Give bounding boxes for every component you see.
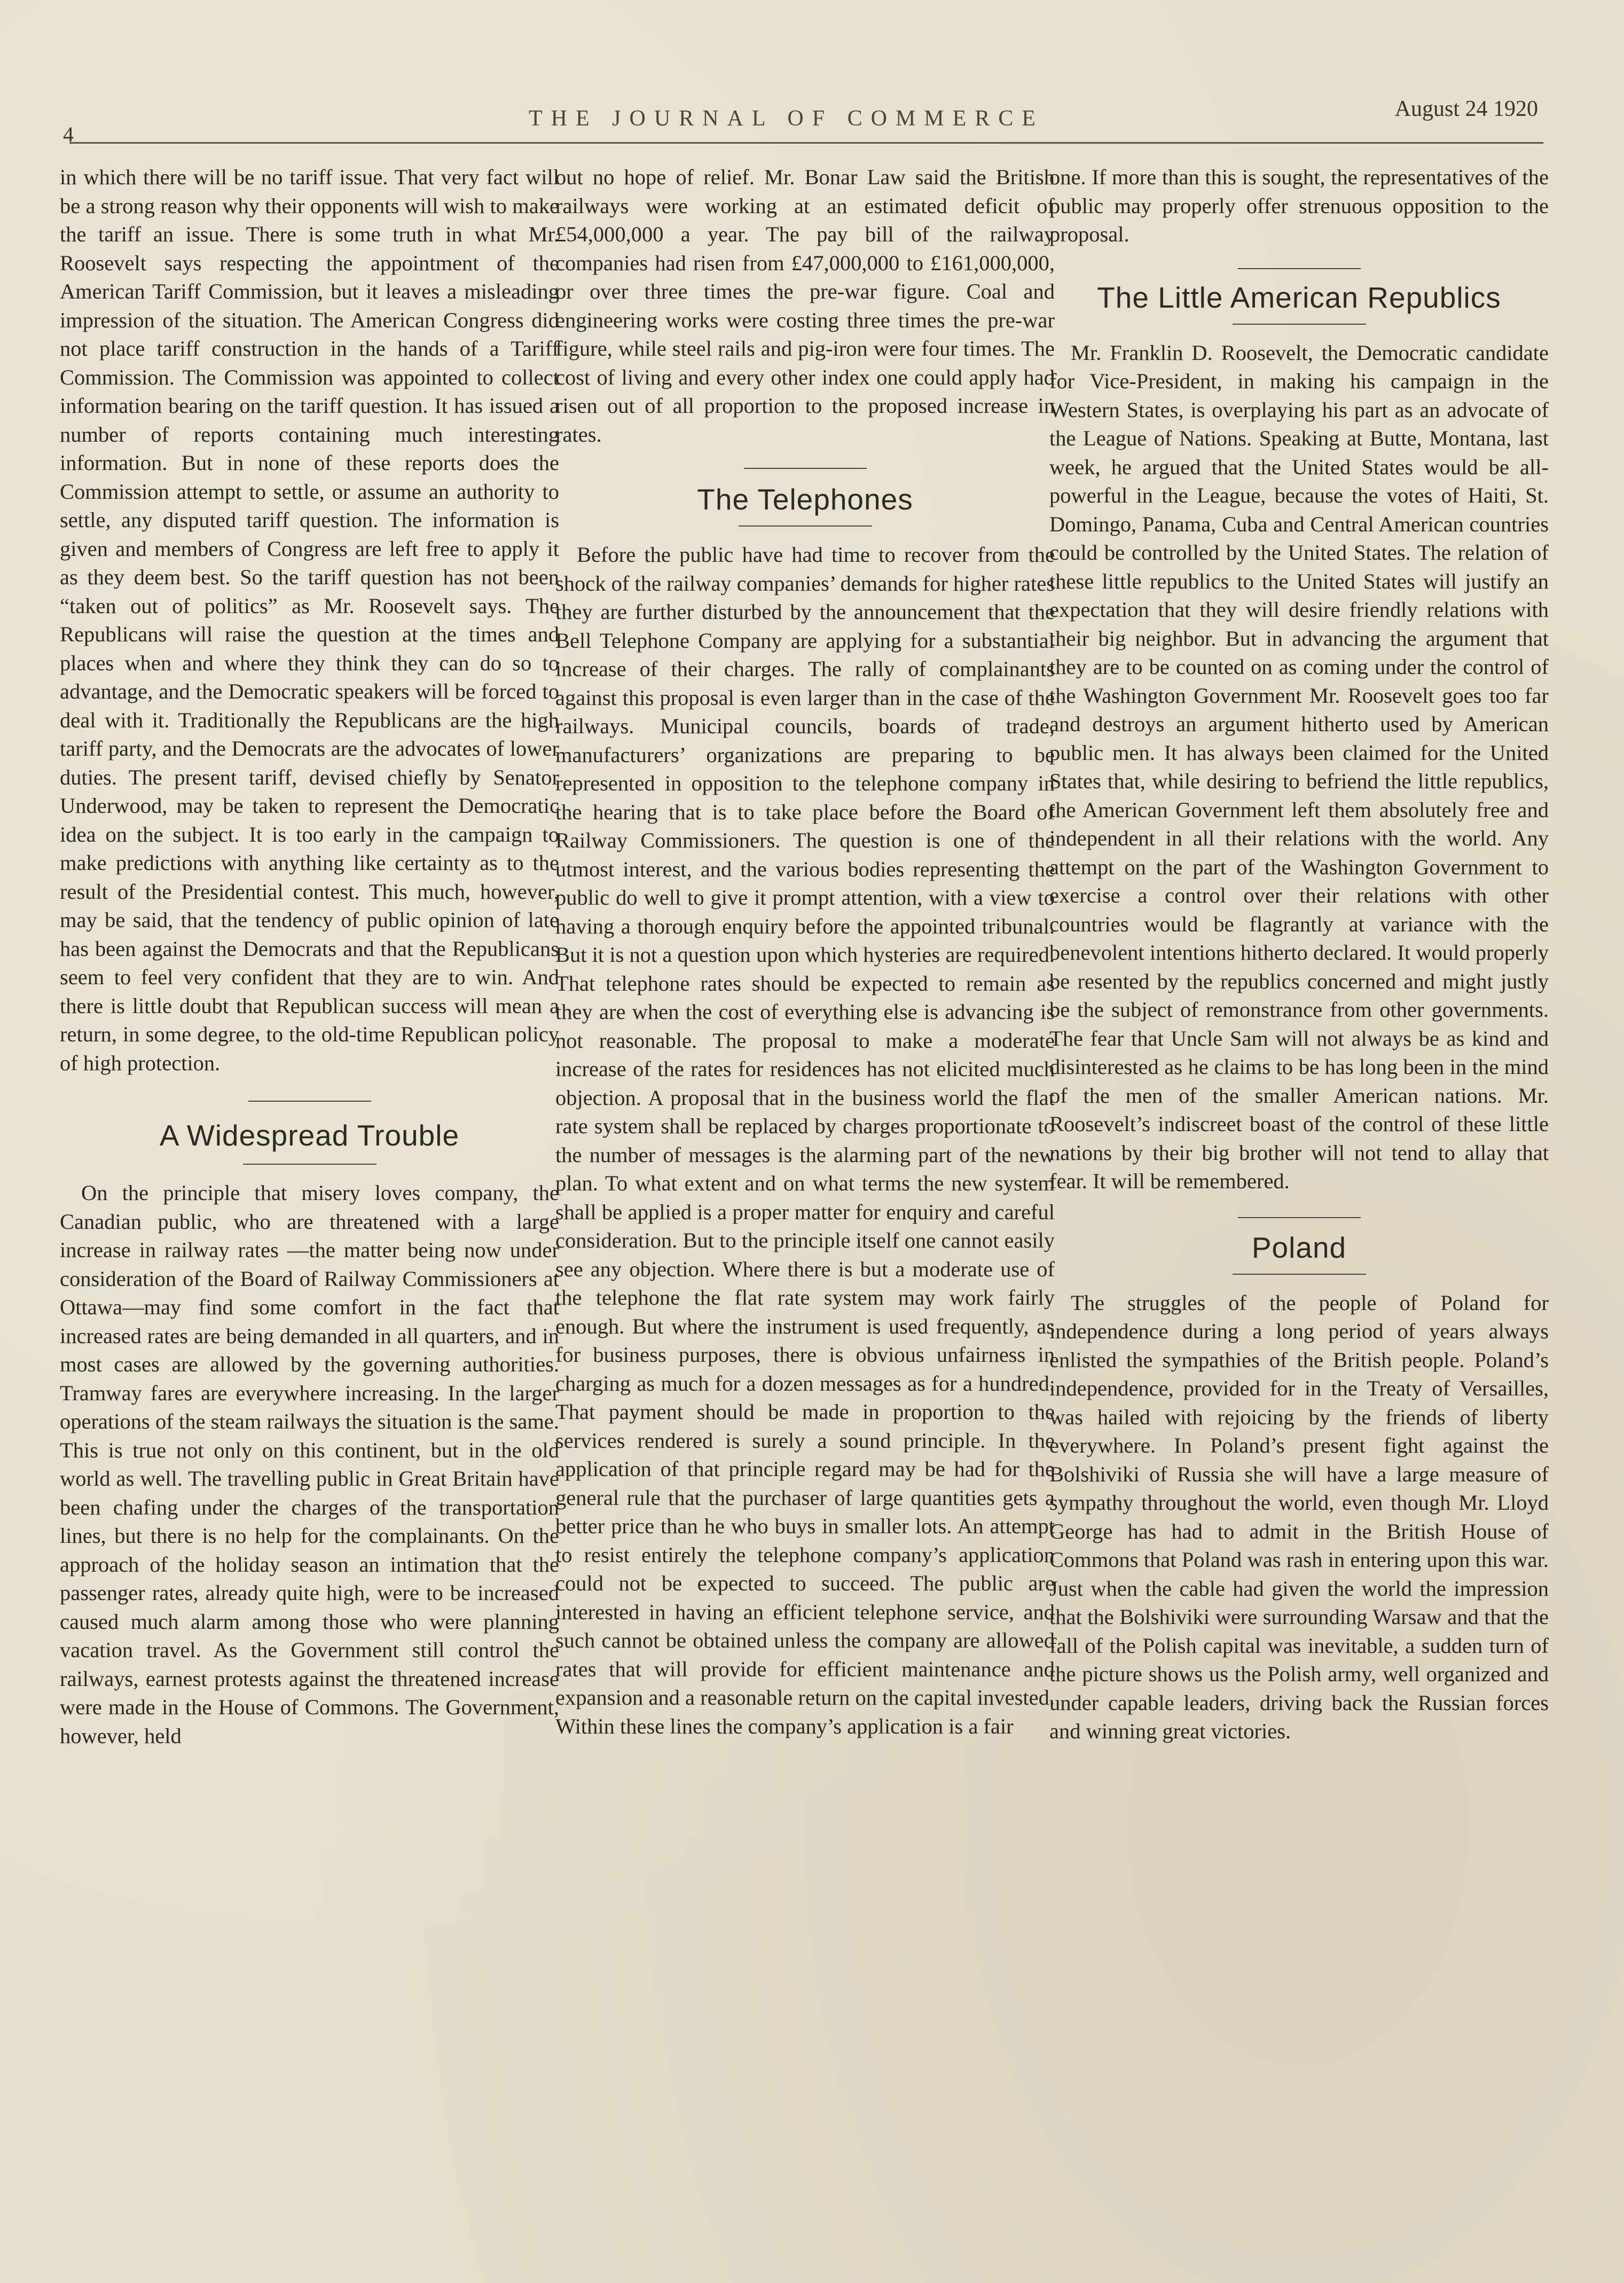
page-header (53, 91, 1559, 150)
article-telephones (555, 481, 1055, 1740)
issue-date: August 24 1920 (1394, 97, 1538, 121)
headline-widespread-trouble: A Widespread Trouble (159, 1119, 460, 1152)
column-2 (555, 163, 1055, 1740)
col2-continued-text: out no hope of relief. Mr. Bonar Law said the British railways were working at an estimated deficit of £54,000,000 a year. The pay bill of the railway companies had risen from £47,000,000 to £161,000,000, or over three times the pre-war figure. Coal and engineering works were costing three times the pre-war figure, while steel rails and pig-iron were four times. The cost of living and every other index one could apply had risen out of all proportion to the proposed increase in rates. (555, 165, 1055, 446)
header-rule (69, 142, 1543, 144)
page-number: 4 (63, 122, 74, 146)
article-body-widespread-trouble: On the principle that misery loves company, the Canadian public, who are threatened with a large increase in railway rates —the matter being now under consideration of the Board of Railway Commissioners at Ottawa—may find some comfort in the fact that increased rates are being demanded in all quarters, and in most cases are allowed by the governing authorities. Tramway fares are everywhere increasing. In the larger operations of the steam railways the situation is the same. This is true not only on this continent, but in the old world as well. The travelling public in Great Britain have been chafing under the charges of the transportation lines, but there is no help for the complainants. On the approach of the holiday season an intimation that the passenger rates, already quite high, were to be increased caused much alarm among those who were planning vacation travel. As the Government still control the railways, earnest protests against the threatened increase were made in the House of Commons. The Government, however, held (60, 1181, 559, 1748)
article-body-little-republics: Mr. Franklin D. Roosevelt, the Democratic candidate for Vice-President, in making his campaign in the Western States, is overplaying his part as an advocate of the League of Nations. Speaking at Butte, Montana, last week, he argued that the United States would be all-powerful in the League, because the votes of Haiti, St. Domingo, Panama, Cuba and Central American countries could be controlled by the United States. The relation of these little republics to the United States will justify an expectation that they will desire friendly relations with their big neighbor. But in advancing the argument that they are to be counted on as coming under the control of the Washington Government Mr. Roosevelt goes too far and destroys an argument hitherto used by American public men. It has always been claimed for the United States that, while desiring to befriend the little republics, the American Government left them absolutely free and independent in all their relations with the world. Any attempt on the part of the Washington Government to exercise a control over their relations with other countries would be flagrantly at variance with the benevolent intentions hitherto declared. It would properly be resented by the republics concerned and might justly be the subject of remonstrance from other governments. The fear that Uncle Sam will not always be as kind and disinterested as he claims to be has long been in the mind of the men of the smaller American nations. Mr. Roosevelt’s indiscreet boast of the control of these little nations by their big brother will not tend to allay that fear. It will be remembered. (1049, 340, 1549, 1193)
headline-little-republics: The Little American Republics (1097, 280, 1501, 314)
column-1 (60, 163, 559, 1750)
column-3 (1049, 163, 1549, 1746)
article-widespread-trouble (60, 1117, 559, 1750)
article-body-telephones: Before the public have had time to recover from the shock of the railway companies’ demands for higher rates they are further disturbed by the announcement that the Bell Telephone Company are applying for a substantial increase of their charges. The rally of complainants against this proposal is even larger than in the case of the railways. Municipal councils, boards of trade, manufacturers’ organizations are preparing to be represented in opposition to the telephone company in the hearing that is to take place before the Board of Railway Commissioners. The question is one of the utmost interest, and the various bodies representing the public do well to give it prompt attention, with a view to having a thorough enquiry before the appointed tribunal. But it is not a question upon which hysteries are required. That telephone rates should be expected to remain as they are when the cost of everything else is advancing is not reasonable. The proposal to make a moderate increase of the rates for residences has not elicited much objection. A proposal that in the business world the flat rate system shall be replaced by charges proportionate to the number of messages is the alarming part of the new plan. To what extent and on what terms the new system shall be applied is a proper matter for enquiry and careful consideration. But to the principle itself one cannot easily see any objection. Where there is but a moderate use of the telephone the flat rate system may work fairly enough. But where the instrument is used frequently, as for business purposes, there is obvious unfairness in charging as much for a dozen messages as for a hundred. That payment should be made in proportion to the services rendered is surely a sound principle. In the application of that principle regard may be had for the general rule that the purchaser of large quantities gets a better price than he who buys in smaller lots. An attempt to resist entirely the telephone company’s application could not be expected to succeed. The public are interested in having an efficient telephone service, and such cannot be obtained unless the company are allowed rates that will provide for efficient maintenance and expansion and a reasonable return on the capital invested. Within these lines the company’s application is a fair (555, 543, 1055, 1738)
headline-poland: Poland (1251, 1230, 1347, 1264)
article-little-republics (1049, 279, 1549, 1196)
col3-continued-text: one. If more than this is sought, the representatives of the public may properly offer strenuous opposition to the proposal. (1049, 165, 1549, 246)
article-body-poland: The struggles of the people of Poland for independence during a long period of years always enlisted the sympathies of the British people. Poland’s independence, provided for in the Treaty of Versailles, was hailed with rejoicing by the friends of liberty everywhere. In Poland’s present fight against the Bolshiviki of Russia she will have a large measure of sympathy throughout the world, even though Mr. Lloyd George has had to admit in the British House of Commons that Poland was rash in entering upon this war. Just when the cable had given the world the impression that the Bolshiviki were surrounding Warsaw and that the fall of the Polish capital was inevitable, a sudden turn of the picture shows us the Polish army, well organized and under capable leaders, driving back the Russian forces and winning great victories. (1049, 1290, 1549, 1743)
headline-telephones: The Telephones (697, 483, 913, 516)
journal-title: THE JOURNAL OF COMMERCE (529, 106, 1044, 131)
col1-continued-text: in which there will be no tariff issue. That very fact will be a strong reason why their opponents will wish to make the tariff an issue. There is some truth in what Mr. Roosevelt says respecting the appointment of the American Tariff Commission, but it leaves a misleading impression of the situation. The American Congress did not place tariff construction in the hands of a Tariff Commission. The Commission was appointed to collect information bearing on the tariff question. It has issued a number of reports containing much interesting information. But in none of these reports does the Commission attempt to settle, or assume an authority to settle, any disputed tariff question. The information is given and members of Congress are left free to apply it as they deem best. So the tariff question has not been “taken out of politics” as Mr. Roosevelt says. The Republicans will raise the question at the times and places when and where they think they can do so to advantage, and the Democratic speakers will be forced to deal with it. Traditionally the Republicans are the high tariff party, and the Democrats are the advocates of lower duties. The present tariff, devised chiefly by Senator Underwood, may be taken to represent the Democratic idea on the subject. It is too early in the campaign to make predictions with anything like certainty as to the result of the Presidential contest. This much, however, may be said, that the tendency of public opinion of late has been against the Democrats and that the Republicans seem to feel very confident that they are to win. And there is little doubt that Republican success will mean a return, in some degree, to the old-time Republican policy of high protection. (60, 165, 559, 1075)
article-poland (1049, 1229, 1549, 1746)
